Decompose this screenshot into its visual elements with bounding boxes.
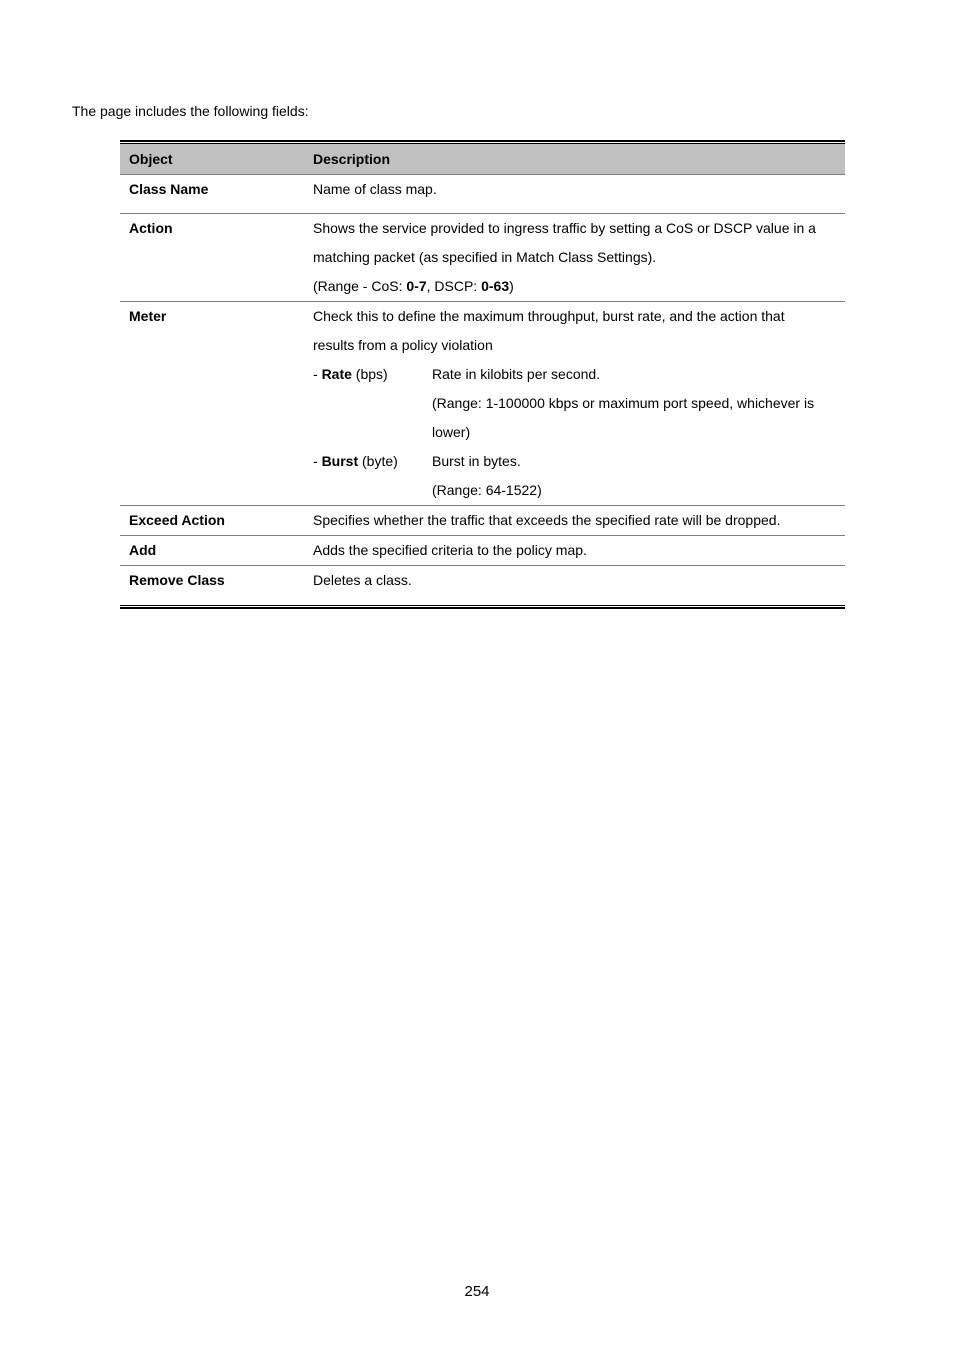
- rate-prefix: -: [313, 366, 322, 382]
- rate-unit: (bps): [351, 366, 388, 382]
- row-object: Remove Class: [129, 572, 225, 588]
- table-row: [120, 566, 845, 605]
- description-line: Check this to define the maximum throughput, burst rate, and the action that: [313, 308, 785, 324]
- rate-desc-line: lower): [432, 424, 471, 440]
- dscp-range: 0-63: [481, 278, 510, 294]
- rate-desc-line: Rate in kilobits per second.: [432, 366, 601, 382]
- description-line: matching packet (as specified in Match Class Settings).: [313, 249, 657, 265]
- page-number: 254: [464, 1283, 490, 1300]
- table-header-row: [120, 144, 845, 175]
- range-mid: , DSCP:: [426, 278, 482, 294]
- fields-table: [120, 140, 845, 609]
- range-prefix: (Range - CoS:: [313, 278, 407, 294]
- burst-unit: (byte): [358, 453, 398, 469]
- intro-text: The page includes the following fields:: [72, 103, 309, 119]
- burst-label: [313, 447, 432, 505]
- table-top-rule: [120, 140, 845, 142]
- row-description: [313, 214, 845, 301]
- row-object: Meter: [129, 308, 167, 324]
- cos-range: 0-7: [406, 278, 427, 294]
- row-object: Action: [129, 220, 173, 236]
- burst-desc-line: Burst in bytes.: [432, 453, 521, 469]
- header-description: Description: [313, 151, 391, 167]
- burst-name: Burst: [321, 453, 359, 469]
- row-object: Add: [129, 542, 157, 558]
- burst-subitem: [313, 447, 839, 505]
- table-row: [120, 302, 845, 506]
- rate-desc-line: (Range: 1-100000 kbps or maximum port speed, whichever is: [432, 395, 815, 411]
- burst-desc-line: (Range: 64-1522): [432, 482, 542, 498]
- rate-subitem: [313, 360, 839, 447]
- table-row: [120, 536, 845, 566]
- header-object: Object: [129, 151, 173, 167]
- description-line: Shows the service provided to ingress traffic by setting a CoS or DSCP value in a: [313, 220, 816, 236]
- row-description: Specifies whether the traffic that exceeds the specified rate will be dropped.: [313, 512, 781, 528]
- rate-name: Rate: [321, 366, 352, 382]
- burst-prefix: -: [313, 453, 322, 469]
- row-description: Deletes a class.: [313, 572, 412, 588]
- row-object: Exceed Action: [129, 512, 225, 528]
- row-description: Adds the specified criteria to the policy map.: [313, 542, 587, 558]
- row-description: Name of class map.: [313, 181, 437, 197]
- range-suffix: ): [509, 278, 514, 294]
- table-row: [120, 214, 845, 302]
- description-line: results from a policy violation: [313, 337, 493, 353]
- table-row: [120, 175, 845, 214]
- range-line: [313, 272, 839, 301]
- burst-description: [432, 447, 839, 505]
- rate-label: [313, 360, 432, 447]
- table-bottom-rule-inner: [120, 605, 845, 606]
- row-description: [313, 302, 845, 505]
- table-bottom-rule: [120, 607, 845, 609]
- table-row: [120, 506, 845, 536]
- row-object: Class Name: [129, 181, 209, 197]
- rate-description: [432, 360, 839, 447]
